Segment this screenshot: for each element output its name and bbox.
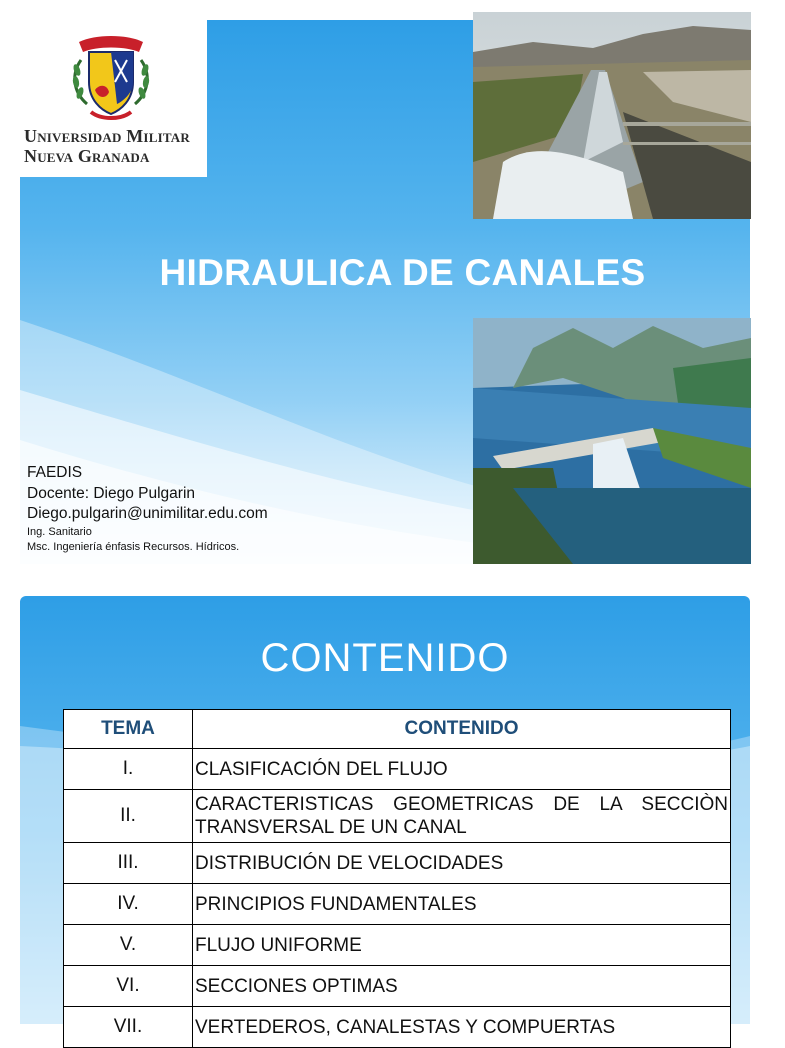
contenido-cell: CARACTERISTICAS GEOMETRICAS DE LA SECCIÒN TRANSVERSAL DE UN CANAL (193, 790, 731, 843)
tema-cell: III. (64, 843, 193, 884)
tema-cell: II. (64, 790, 193, 843)
table-header-row (64, 710, 731, 749)
table-row (64, 843, 731, 884)
presentation-title: HIDRAULICA DE CANALES (159, 252, 646, 293)
table-row (64, 925, 731, 966)
slide-title: CONTENIDO (260, 636, 510, 680)
contenido-cell: FLUJO UNIFORME (193, 925, 731, 966)
contenido-cell: CLASIFICACIÓN DEL FLUJO (193, 749, 731, 790)
table-row (64, 790, 731, 843)
title-slide (20, 20, 750, 564)
table-row (64, 1007, 731, 1048)
university-logo (20, 20, 207, 177)
shield-crest-icon (65, 30, 157, 122)
tema-cell: I. (64, 749, 193, 790)
contenido-cell: VERTEDEROS, CANALESTAS Y COMPUERTAS (193, 1007, 731, 1048)
tema-cell: VII. (64, 1007, 193, 1048)
contenido-cell: PRINCIPIOS FUNDAMENTALES (193, 884, 731, 925)
table-row (64, 884, 731, 925)
contenido-cell: DISTRIBUCIÓN DE VELOCIDADES (193, 843, 731, 884)
table-row (64, 966, 731, 1007)
header-tema: TEMA (64, 710, 193, 749)
tema-cell: IV. (64, 884, 193, 925)
credit-line-small: Msc. Ingeniería énfasis Recursos. Hídricos. (27, 540, 240, 553)
dam-reservoir-photo (473, 318, 751, 564)
credit-line: FAEDIS (27, 464, 83, 481)
credit-line: Docente: Diego Pulgarin (27, 484, 196, 502)
credit-line-small: Ing. Sanitario (27, 525, 92, 538)
canal-spillway-photo (473, 12, 751, 219)
author-credits (27, 463, 268, 555)
contenido-cell: SECCIONES OPTIMAS (193, 966, 731, 1007)
tema-cell: V. (64, 925, 193, 966)
table-row (64, 749, 731, 790)
credit-email: Diego.pulgarin@unimilitar.edu.com (27, 505, 268, 522)
contents-slide (20, 596, 750, 1038)
university-name: Universidad Militar Nueva Granada (24, 126, 190, 166)
contents-table (63, 709, 731, 1048)
tema-cell: VI. (64, 966, 193, 1007)
header-contenido: CONTENIDO (193, 710, 731, 749)
